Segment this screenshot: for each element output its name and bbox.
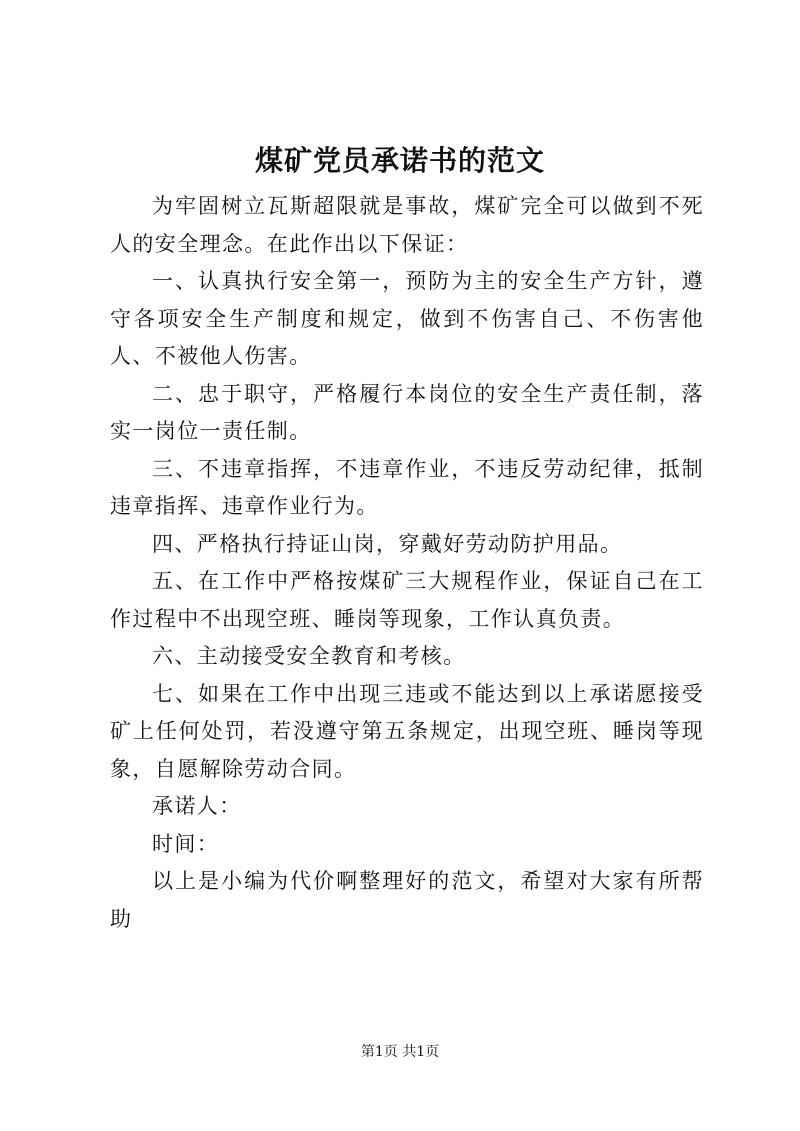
paragraph-item-4: 四、严格执行持证山岗，穿戴好劳动防护用品。 [152, 531, 623, 556]
paragraph-item-7: 七、如果在工作中出现三违或不能达到以上承诺愿接受矿上任何处罚，若没遵守第五条规定，出现空班、睡岗等现象，自愿解除劳动合同。 [110, 681, 704, 781]
signer-label: 承诺人： [152, 794, 242, 818]
date-label: 时间： [152, 831, 220, 856]
closing-note: 以上是小编为代价啊整理好的范文，希望对大家有所帮助 [110, 869, 704, 931]
paragraph-item-3: 三、不违章指挥，不违章作业，不违反劳动纪律，抵制违章指挥、违章作业行为。 [110, 456, 704, 518]
paragraph-item-6: 六、主动接受安全教育和考核。 [152, 644, 466, 668]
paragraph-item-5: 五、在工作中严格按煤矿三大规程作业，保证自己在工作过程中不出现空班、睡岗等现象，工作认真负责。 [110, 569, 704, 631]
paragraph-item-1: 一、认真执行安全第一，预防为主的安全生产方针，遵守各项安全生产制度和规定，做到不伤害自己、不伤害他人、不被他人伤害。 [110, 269, 704, 368]
document-title: 煤矿党员承诺书的范文 [254, 144, 545, 177]
paragraph-intro: 为牢固树立瓦斯超限就是事故，煤矿完全可以做到不死人的安全理念。在此作出以下保证： [110, 194, 704, 256]
paragraph-item-2: 二、忠于职守，严格履行本岗位的安全生产责任制，落实一岗位一责任制。 [110, 381, 704, 443]
document-body [110, 188, 704, 938]
page-footer: 第1页 共1页 [360, 1044, 440, 1060]
